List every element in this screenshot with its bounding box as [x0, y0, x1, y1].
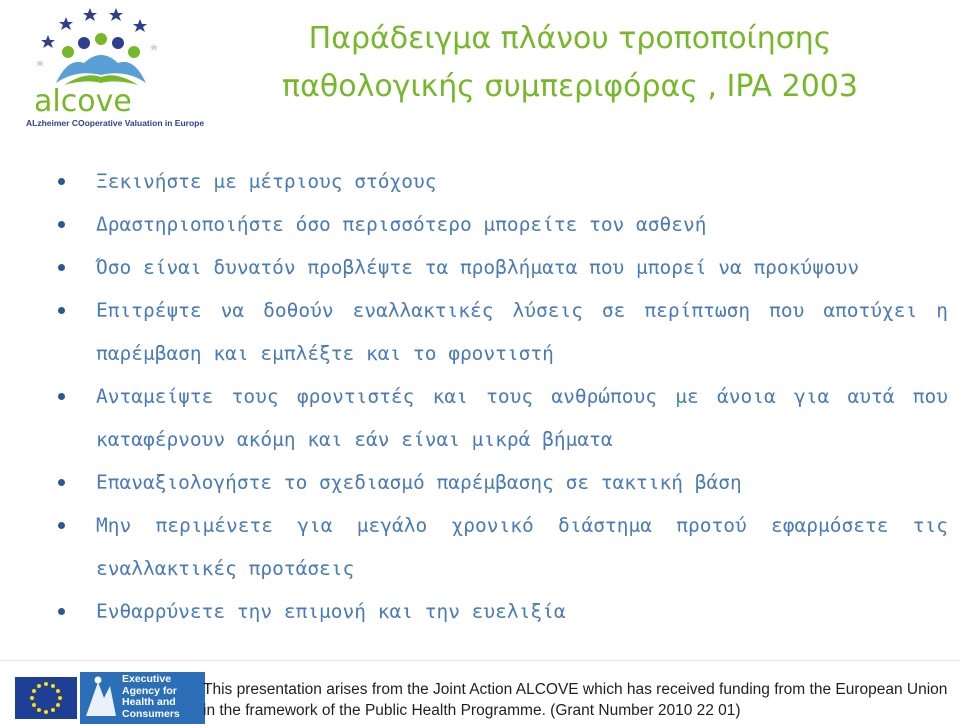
bullet-item [58, 203, 948, 246]
bullet-dot-icon [58, 221, 65, 228]
bullet-text: Ανταμείψτε τους φροντιστές και τους ανθρώπους με άνοια για αυτά που καταφέρνουν ακόμη και εάν είναι μικρά βήματα [96, 385, 948, 451]
bullet-text: Ξεκινήστε με μέτριους στόχους [96, 170, 437, 193]
eu-flag-icon [15, 677, 77, 719]
title-line-2: παθολογικής συμπεριφόρας , IPA 2003 [282, 69, 858, 104]
bullet-text: Επιτρέψτε να δοθούν εναλλακτικές λύσεις σε περίπτωση που αποτύχει η παρέμβαση και εμπλέξτε και το φροντιστή [96, 299, 948, 365]
bullet-item [58, 289, 948, 375]
bullet-text: Επαναξιολογήστε το σχεδιασμό παρέμβασης σε τακτική βάση [96, 471, 742, 494]
bullet-item [58, 504, 948, 590]
bullet-dot-icon [58, 264, 65, 271]
bullet-dot-icon [58, 479, 65, 486]
agency-name: Executive Agency for Health and Consumers [122, 673, 180, 720]
bullet-dot-icon [58, 522, 65, 529]
bullet-text: Όσο είναι δυνατόν προβλέψτε τα προβλήματα που μπορεί να προκύψουν [96, 256, 860, 279]
bullet-text: Ενθαρρύνετε την επιμονή και την ευελιξία [96, 600, 566, 623]
bullet-item [58, 246, 948, 289]
bullet-item [58, 160, 948, 203]
bullet-item [58, 590, 948, 633]
funding-statement: This presentation arises from the Joint Action ALCOVE which has received funding from the European Union in the framework of the Public Health Programme. (Grant Number 2010 22 01) [203, 681, 948, 719]
bullet-dot-icon [58, 178, 65, 185]
title-line-1: Παράδειγμα πλάνου τροποποίησης [308, 21, 832, 56]
alcove-logo [26, 5, 205, 130]
bullet-dot-icon [58, 393, 65, 400]
bullet-text: Δραστηριοποιήστε όσο περισσότερο μπορείτε τον ασθενή [96, 213, 707, 236]
bullet-dot-icon [58, 608, 65, 615]
alcove-logo-icon [26, 5, 205, 130]
bullet-item [58, 375, 948, 461]
bullet-dot-icon [58, 307, 65, 314]
bullet-list [58, 160, 948, 633]
footer-divider [0, 660, 960, 661]
logo-wordmark: alcove [34, 84, 132, 119]
bullet-item [58, 461, 948, 504]
bullet-text: Μην περιμένετε για μεγάλο χρονικό διάστημα προτού εφαρμόσετε τις εναλλακτικές προτάσεις [96, 514, 948, 580]
slide-title [200, 15, 940, 111]
logo-tagline: ALzheimer COoperative Valuation in Europe [26, 118, 205, 128]
